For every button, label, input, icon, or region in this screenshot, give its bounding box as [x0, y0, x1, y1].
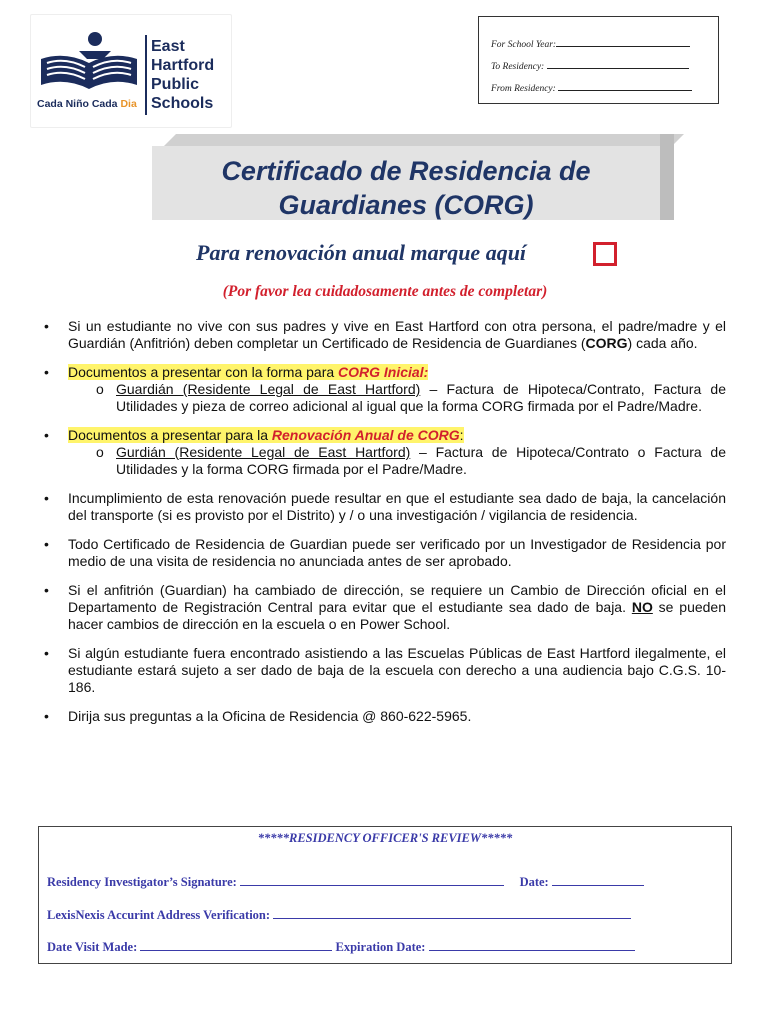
expiration-label: Expiration Date:: [335, 940, 426, 954]
school-year-box: [478, 16, 719, 104]
to-residency-row: [491, 59, 689, 72]
visit-date-field[interactable]: [140, 940, 332, 951]
to-residency-field[interactable]: [547, 59, 689, 69]
date-field[interactable]: [552, 875, 644, 886]
bullet-2-text: Documentos a presentar con la forma para: [68, 364, 339, 380]
bullet-3-sub-underline: Gurdián (Residente Legal de East Hartford): [116, 444, 411, 460]
renewal-checkbox[interactable]: [593, 242, 617, 266]
to-residency-label: To Residency:: [491, 62, 545, 72]
logo-tagline: Cada Niño Cada Dia: [37, 98, 137, 110]
school-year-row: [491, 37, 690, 50]
list-item: • Incumplimiento de esta renovación puede resultar en que el estudiante sea dado de baja, la cancelación del transporte (si es provisto por el Distrito) y / o una investigación / vigilancia de residencia.: [42, 490, 726, 524]
list-item: • Todo Certificado de Residencia de Guardian puede ser verificado por un Investigador de Residencia por medio de una visita de residencia no anunciada antes de ser aprobado.: [42, 536, 726, 570]
instructions-list: [42, 318, 726, 737]
title-box-side-bevel: [660, 134, 674, 220]
sub-item: [68, 381, 726, 415]
bullet-3-colon: :: [459, 427, 464, 443]
bullet-6-text-a: Si el anfitrión (Guardian) ha cambiado de dirección, se requiere un Cambio de Dirección oficial en el Departamento de Registración Central para evitar que el estudiante sea dado de baja.: [68, 582, 726, 615]
logo-divider: [145, 35, 147, 115]
list-item: [42, 364, 726, 415]
lexis-label: LexisNexis Accurint Address Verification:: [47, 908, 271, 922]
review-title: *****RESIDENCY OFFICER'S REVIEW*****: [257, 831, 513, 845]
lexis-field[interactable]: [273, 908, 631, 919]
logo-line-2: Hartford: [151, 57, 215, 74]
list-item: • Dirija sus preguntas a la Oficina de Residencia @ 860-622-5965.: [42, 708, 726, 725]
bullet-2-highlight: [68, 364, 428, 380]
school-year-field[interactable]: [556, 37, 690, 47]
logo-line-1: East: [151, 38, 185, 55]
signature-row: [47, 875, 644, 890]
reader-book-logo-icon: [37, 29, 141, 95]
from-residency-field[interactable]: [558, 81, 692, 91]
bullet-3-red: Renovación Anual de CORG: [271, 427, 460, 443]
bullet-2-sub-underline: Guardián (Residente Legal de East Hartford): [116, 381, 421, 397]
signature-field[interactable]: [240, 875, 504, 886]
bullet-6-text-b: se pueden hacer cambios de dirección en la escuela o en Power School.: [68, 599, 726, 632]
expiration-date-field[interactable]: [429, 940, 635, 951]
bullet-2-sub-rest: – Factura de Hipoteca/Contrato, Factura de Utilidades y pieza de correo adicional al igual que la forma CORG firmada por el Padre/Madre.: [116, 381, 726, 414]
bullet-3-sub-rest: – Factura de Hipoteca/Contrato o Factura de Utilidades y la forma CORG firmada por el Padre/Madre.: [116, 444, 726, 477]
signature-label: Residency Investigator’s Signature:: [47, 875, 237, 889]
list-item: [42, 318, 726, 352]
sub-item: [68, 444, 726, 478]
page-title: Certificado de Residencia de Guardianes (CORG): [221, 156, 591, 220]
bullet-2-red: CORG Inicial:: [338, 364, 429, 380]
instruction-subtitle: (Por favor lea cuidadosamente antes de completar): [222, 283, 548, 300]
bullet-1-bold: CORG: [585, 335, 628, 351]
lexis-row: [47, 908, 631, 923]
renewal-prompt: Para renovación anual marque aquí: [196, 240, 527, 265]
visit-row: [47, 940, 635, 955]
list-item: [42, 582, 726, 633]
logo-tagline-accent: Dia: [120, 98, 137, 110]
from-residency-row: [491, 81, 692, 94]
title-box-top-bevel: [164, 134, 684, 146]
district-logo: [30, 14, 232, 128]
bullet-6-no: NO: [631, 599, 653, 615]
logo-wordmark: [151, 37, 214, 113]
logo-line-4: Schools: [151, 95, 214, 112]
bullet-3-text: Documentos a presentar para la: [68, 427, 272, 443]
officer-review-box: [38, 826, 732, 964]
list-item: • Si algún estudiante fuera encontrado asistiendo a las Escuelas Públicas de East Hartford ilegalmente, el estudiante estará sujeto a ser dado de baja de la escuela con derecho a una audiencia bajo C.G.S. 10-186.: [42, 645, 726, 696]
from-residency-label: From Residency:: [491, 84, 556, 94]
bullet-1-text-a: Si un estudiante no vive con sus padres y vive en East Hartford con otra persona, el padre/madre y el Guardián (Anfitrión) deben completar un Certificado de Residencia de Guardianes (: [68, 318, 726, 351]
bullet-3-highlight: [68, 427, 464, 443]
school-year-label: For School Year:: [491, 40, 557, 50]
logo-line-3: Public: [151, 76, 200, 93]
date-label: Date:: [519, 875, 549, 889]
bullet-1-text-b: ) cada año.: [627, 335, 698, 351]
visit-label: Date Visit Made:: [47, 940, 138, 954]
list-item: [42, 427, 726, 478]
